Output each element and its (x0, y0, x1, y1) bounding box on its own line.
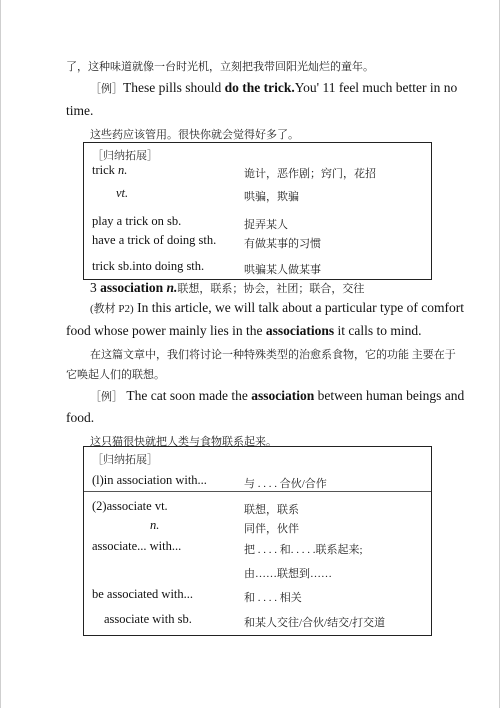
example-text: These pills should (123, 80, 225, 95)
entry-meaning: 诡计，恶作剧；窍门，花招 (244, 168, 376, 180)
textbook-source: (教材 P2) (90, 303, 134, 315)
example-2-line2: food. (66, 410, 95, 425)
phrase: play a trick on sb. (92, 214, 182, 228)
entry-word: trick n. (92, 163, 128, 177)
example-keyword: do the trick. (224, 80, 295, 95)
example-2-translation: 这只猫很快就把人类与食物联系起来。 (90, 436, 277, 448)
textbook-quote-line2: food whose power mainly lies in the associations it calls to mind. (66, 323, 422, 338)
page-left-edge (0, 0, 1, 708)
example-text-end: You' 11 feel much better in no (294, 80, 458, 95)
phrase-meaning: 与 . . . . 合伙/合作 (244, 478, 327, 490)
example-1-line2: time. (66, 103, 94, 118)
phrase: (l)in association with... (92, 473, 207, 487)
phrase-meaning: 把 . . . . 和. . . . .联系起来; (244, 544, 363, 556)
phrase: associate with sb. (104, 612, 192, 626)
phrase-meaning: 由……联想到…… (244, 568, 332, 580)
entry-meaning: 同伴，伙伴 (244, 523, 299, 535)
phrase-meaning: 捉弄某人 (244, 219, 288, 231)
phrase-meaning: 和 . . . . 相关 (244, 592, 302, 604)
entry-word: (2)associate vt. (92, 499, 168, 513)
example-tag: ［例］ (90, 83, 123, 95)
paragraph-cn-1: 了，这种味道就像一台时光机，立刻把我带回阳光灿烂的童年。 (66, 61, 374, 73)
entry-pos: n. (150, 518, 160, 532)
phrase: trick sb.into doing sth. (92, 259, 205, 273)
phrase-meaning: 有做某事的习惯 (244, 238, 321, 250)
phrase: associate... with... (92, 539, 182, 553)
entry-pos: vt. (116, 186, 129, 200)
phrase: be associated with... (92, 587, 194, 601)
phrase-meaning: 哄骗某人做某事 (244, 264, 321, 276)
translation-cn-2: 在这篇文章中，我们将讨论一种特殊类型的治愈系食物，它的功能 主要在于 (90, 349, 456, 361)
example-tag: ［例］ (90, 391, 123, 403)
example-1-translation: 这些药应该管用。很快你就会觉得好多了。 (90, 129, 299, 141)
vocab-heading-association: 3 association n.联想，联系；协会，社团；联合，交往 (90, 280, 365, 295)
summary-box-trick (83, 142, 432, 280)
summary-tag: ［归纳拓展］ (92, 150, 158, 162)
textbook-quote: (教材 P2) In this article, we will talk about a particular type of comfort (90, 300, 464, 315)
entry-meaning: 哄骗，欺骗 (244, 191, 299, 203)
summary-tag: ［归纳拓展］ (92, 454, 158, 466)
summary-box-association (83, 446, 432, 636)
entry-meaning: 联想，联系 (244, 504, 299, 516)
phrase-meaning: 和某人交往/合伙/结交/打交道 (244, 617, 386, 629)
example-2: ［例］ The cat soon made the association between human beings and (90, 388, 465, 403)
translation-cn-2-line2: 它唤起人们的联想。 (66, 369, 165, 381)
example-1 (90, 80, 457, 96)
row-divider (84, 491, 431, 492)
phrase: have a trick of doing sth. (92, 233, 217, 247)
